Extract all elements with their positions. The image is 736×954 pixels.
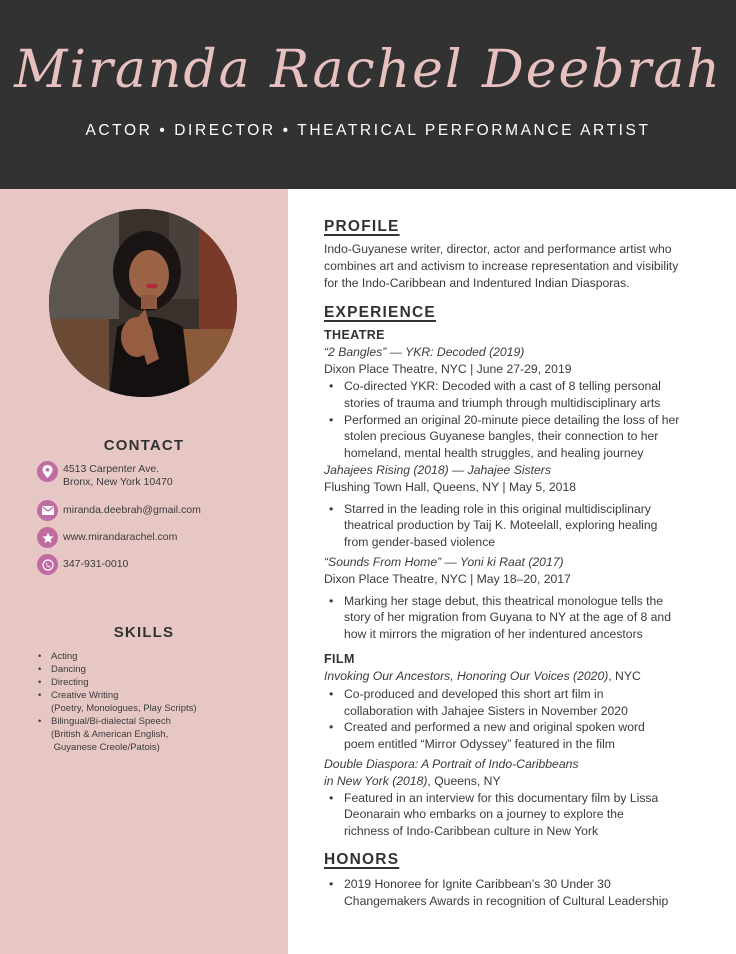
bullet-line: Deonarain who embarks on a journey to explore the: [344, 807, 624, 822]
contact-address: [37, 461, 173, 489]
entry-title-location: , Queens, NY: [427, 773, 501, 788]
address-line-2: Bronx, New York 10470: [63, 476, 173, 488]
entry-title: [324, 668, 714, 685]
entry-venue: Flushing Town Hall, Queens, NY | May 5, 2018: [324, 479, 577, 494]
profile-line: combines art and activism to increase representation and visibility: [324, 258, 679, 273]
skill-line: • Bilingual/Bi-dialectal Speech: [51, 716, 171, 727]
map-pin-icon: [37, 461, 58, 482]
bullet-item: [324, 686, 714, 720]
entry-bullets: [324, 686, 714, 753]
bullet-item: [324, 790, 714, 840]
email-icon: [37, 500, 58, 521]
skill-line: • Acting: [51, 651, 78, 662]
bullet-line: Changemakers Awards in recognition of Cultural Leadership: [344, 893, 669, 908]
bullet-line: richness of Indo-Caribbean culture in New York: [344, 824, 599, 839]
profile-text: [324, 241, 714, 291]
bullet-line: • Co-directed YKR: Decoded with a cast of 8 telling personal: [344, 378, 661, 393]
bullet-line: how it mirrors the migration of her indentured ancestors: [344, 627, 643, 642]
bullet-line: from gender-based violence: [344, 535, 496, 550]
skill-line: • Directing: [51, 677, 89, 688]
bullet-item: [324, 412, 714, 462]
entry-title-italic: Invoking Our Ancestors, Honoring Our Voices (2020): [324, 668, 609, 683]
star-icon: [37, 527, 58, 548]
theatre-heading: THEATRE: [324, 328, 385, 343]
bullet-line: • Featured in an interview for this documentary film by Lissa: [344, 790, 659, 805]
bullet-line: • Marking her stage debut, this theatrical monologue tells the: [344, 593, 664, 608]
bullet-item: [324, 593, 714, 643]
entry-bullets: [324, 501, 714, 551]
bullet-line: theatrical production by Taij K. Moteelall, exploring healing: [344, 518, 658, 533]
skill-item: [37, 676, 277, 689]
bullet-item: [324, 501, 714, 551]
skill-item: [37, 715, 277, 754]
bullet-line: • Performed an original 20-minute piece detailing the loss of her: [344, 412, 680, 427]
bullet-line: collaboration with Jahajee Sisters in November 2020: [344, 703, 628, 718]
profile-heading: PROFILE: [324, 218, 400, 235]
honors-heading: HONORS: [324, 850, 400, 868]
skill-line: • Creative Writing: [51, 690, 119, 701]
main-column: [324, 218, 714, 910]
profile-line: for the Indo-Caribbean and Indentured Indian Diasporas.: [324, 275, 630, 290]
entry-title-italic: in New York (2018): [324, 773, 428, 788]
website-text[interactable]: www.mirandarachel.com: [63, 531, 178, 543]
entry-title: “2 Bangles” — YKR: Decoded (2019): [324, 345, 525, 360]
bullet-line: stolen precious Guyanese bangles, their connection to her: [344, 429, 659, 444]
skill-item: [37, 663, 277, 676]
honors-bullets: [324, 876, 714, 910]
phone-text: 347-931-0010: [63, 558, 129, 570]
skill-line: • Dancing: [51, 664, 86, 675]
entry-venue: Dixon Place Theatre, NYC | June 27-29, 2019: [324, 362, 572, 377]
bullet-line: stories of trauma and triumph through multidisciplinary arts: [344, 395, 661, 410]
header-banner: [0, 0, 736, 189]
bullet-line: • Co-produced and developed this short art film in: [344, 686, 604, 701]
contact-heading: CONTACT: [103, 437, 185, 454]
entry-title-location: , NYC: [608, 668, 641, 683]
skill-line: (British & American English,: [51, 729, 169, 740]
profile-photo: [49, 209, 237, 397]
contact-phone: [37, 554, 128, 575]
bullet-item: [324, 719, 714, 753]
entry-title: [324, 773, 714, 790]
entry-bullets: [324, 593, 714, 643]
skill-item: [37, 689, 277, 715]
experience-heading: EXPERIENCE: [324, 304, 436, 322]
bullet-item: [324, 378, 714, 412]
entry-title: “Sounds From Home” — Yoni ki Raat (2017): [324, 554, 564, 569]
whatsapp-icon: [37, 554, 58, 575]
bullet-item: [324, 876, 714, 910]
entry-bullets: [324, 378, 714, 462]
profile-line: Indo-Guyanese writer, director, actor and performance artist who: [324, 242, 672, 256]
bullet-line: • 2019 Honoree for Ignite Caribbean’s 30 Under 30: [344, 876, 611, 891]
address-line-1: 4513 Carpenter Ave.: [63, 463, 160, 475]
resume-name: Miranda Rachel Deebrah: [14, 40, 722, 100]
entry-bullets: [324, 790, 714, 840]
contact-email[interactable]: [37, 500, 201, 521]
email-text[interactable]: miranda.deebrah@gmail.com: [63, 504, 201, 516]
bullet-line: • Starred in the leading role in this original multidisciplinary: [344, 501, 651, 516]
bullet-line: homeland, mental health struggles, and healing journey: [344, 446, 644, 461]
film-heading: FILM: [324, 651, 355, 666]
entry-title: Jahajees Rising (2018) — Jahajee Sisters: [324, 462, 551, 477]
skills-heading: SKILLS: [113, 624, 175, 641]
contact-website[interactable]: [37, 527, 177, 548]
skills-list: [37, 650, 277, 754]
bullet-line: poem entitled “Mirror Odyssey” featured in the film: [344, 737, 615, 752]
skill-line: Guyanese Creole/Patois): [51, 742, 160, 753]
entry-venue: Dixon Place Theatre, NYC | May 18–20, 2017: [324, 571, 571, 586]
bullet-line: • Created and performed a new and original spoken word: [344, 720, 645, 735]
skill-item: [37, 650, 277, 663]
skill-line: (Poetry, Monologues, Play Scripts): [51, 703, 197, 714]
resume-tagline: ACTOR • DIRECTOR • THEATRICAL PERFORMANCE ARTIST: [85, 122, 651, 139]
bullet-line: story of her migration from Guyana to NY at the age of 8 and: [344, 610, 671, 625]
entry-title: Double Diaspora: A Portrait of Indo-Caribbeans: [324, 756, 579, 771]
